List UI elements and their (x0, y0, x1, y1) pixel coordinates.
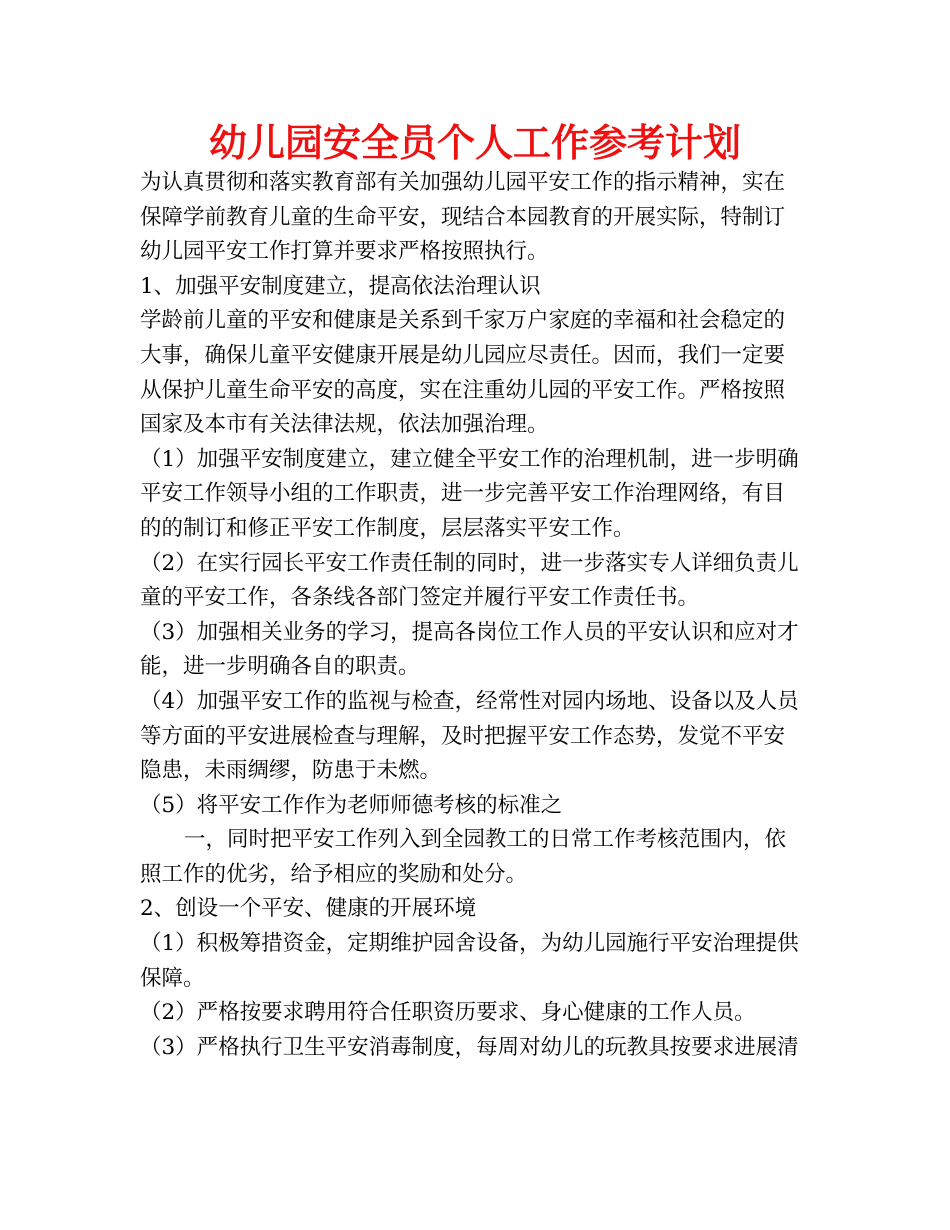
text-line: 能，进一步明确各自的职责。 (140, 654, 420, 680)
text-line: 的的制订和修正平安工作制度，层层落实平安工作。 (140, 515, 635, 541)
text-line: （2）严格按要求聘用符合任职资历要求、身心健康的工作人员。 (140, 1000, 756, 1026)
text-line: 保障学前教育儿童的生命平安，现结合本园教育的开展实际，特制订 (140, 204, 786, 230)
text-line: （2）在实行园长平安工作责任制的同时，进一步落实专人详细负责儿 (140, 550, 799, 576)
text-line: 隐患，未雨绸缪，防患于未燃。 (140, 758, 442, 784)
text-line: 等方面的平安进展检查与理解，及时把握平安工作态势，发觉不平安 (140, 723, 786, 749)
section-heading: 2、创设一个平安、健康的开展环境 (140, 896, 477, 922)
text-line: 从保护儿童生命平安的高度，实在注重幼儿园的平安工作。严格按照 (140, 377, 786, 403)
text-line: （5）将平安工作作为老师师德考核的标准之 (140, 792, 563, 818)
text-line: （4）加强平安工作的监视与检查，经常性对园内场地、设备以及人员 (140, 688, 799, 714)
text-line: 大事，确保儿童平安健康开展是幼儿园应尽责任。因而，我们一定要 (140, 342, 786, 368)
section-heading: 1、加强平安制度建立，提高依法治理认识 (140, 273, 541, 299)
text-line: 一，同时把平安工作列入到全园教工的日常工作考核范围内，依 (184, 827, 787, 853)
text-line: （3）严格执行卫生平安消毒制度，每周对幼儿的玩教具按要求进展清 (140, 1034, 799, 1060)
text-line: 幼儿园平安工作打算并要求严格按照执行。 (140, 239, 549, 265)
text-line: 照工作的优劣，给予相应的奖励和处分。 (140, 861, 528, 887)
text-line: 平安工作领导小组的工作职责，进一步完善平安工作治理网络，有目 (140, 481, 786, 507)
text-line: 国家及本市有关法律法规，依法加强治理。 (140, 412, 549, 438)
text-line: 保障。 (140, 965, 205, 991)
text-line: （1）积极筹措资金，定期维护园舍设备，为幼儿园施行平安治理提供 (140, 931, 799, 957)
text-line: 为认真贯彻和落实教育部有关加强幼儿园平安工作的指示精神，实在 (140, 170, 786, 195)
document-body (140, 166, 812, 1065)
text-line: （1）加强平安制度建立，建立健全平安工作的治理机制，进一步明确 (140, 446, 799, 472)
document-title: 幼儿园安全员个人工作参考计划 (208, 121, 741, 165)
text-line: 学龄前儿童的平安和健康是关系到千家万户家庭的幸福和社会稳定的 (140, 308, 786, 334)
text-line: 童的平安工作，各条线各部门签定并履行平安工作责任书。 (140, 585, 700, 611)
text-line: （3）加强相关业务的学习，提高各岗位工作人员的平安认识和应对才 (140, 619, 799, 645)
